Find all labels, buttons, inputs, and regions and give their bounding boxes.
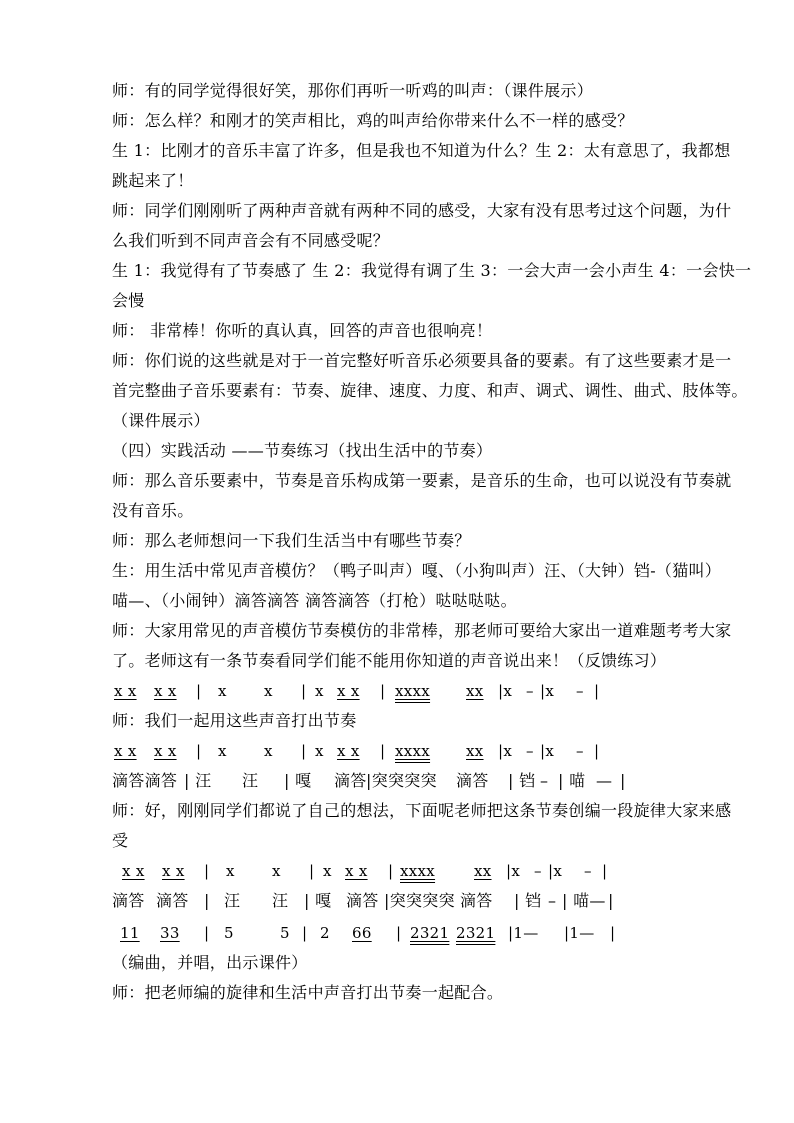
- sound-syllable: 汪: [272, 891, 289, 910]
- paragraph-line: 喵—、（小闹钟）滴答滴答 滴答滴答（打枪）哒哒哒哒。: [112, 591, 517, 610]
- paragraph-line: 了。老师这有一条节奏看同学们能不能用你知道的声音说出来！（反馈练习）: [112, 651, 667, 670]
- sound-syllable: | 汪: [184, 771, 212, 790]
- rhythm-note: x x: [114, 682, 137, 700]
- paragraph-line: 师：把老师编的旋律和生活中声音打出节奏一起配合。: [112, 983, 504, 1002]
- paragraph-line: 师：怎么样？和刚才的笑声相比，鸡的叫声给你带来什么不一样的感受？: [112, 111, 634, 130]
- bar-line: |: [204, 891, 210, 910]
- bar-line: |: [396, 924, 402, 942]
- rhythm-note: |x: [498, 742, 513, 760]
- paragraph-line: 首完整曲子音乐要素有：节奏、旋律、速度、力度、和声、调式、调性、曲式、肢体等。: [112, 381, 748, 400]
- rhythm-note: x: [323, 862, 332, 880]
- rhythm-note: x: [272, 862, 281, 880]
- bar-line: |: [608, 891, 614, 910]
- paragraph-line: 么我们听到不同声音会有不同感受呢？: [112, 231, 390, 250]
- paragraph-line: （四）实践活动 ——节奏练习（找出生活中的节奏）: [112, 441, 493, 460]
- bar-line: |: [380, 742, 386, 760]
- paragraph-line: 师：你们说的这些就是对于一首完整好听音乐必须要具备的要素。有了这些要素才是一: [112, 351, 732, 370]
- rhythm-note: x x: [114, 742, 137, 760]
- paragraph-line: 生：用生活中常见声音模仿？（鸭子叫声）嘎、（小狗叫声）汪、（大钟）铛-（猫叫）: [112, 561, 722, 580]
- bar-line: |: [594, 742, 600, 760]
- melody-note: |1—: [564, 924, 595, 942]
- sound-syllable: | 嘎: [284, 771, 312, 790]
- rhythm-note: x x: [337, 682, 360, 700]
- rhythm-note: xx: [466, 682, 484, 700]
- sound-syllable: 汪: [224, 891, 241, 910]
- paragraph-line: 受: [112, 831, 129, 850]
- rhythm-note: x x: [154, 682, 177, 700]
- paragraph-line: 生 1：我觉得有了节奏感了 生 2：我觉得有调了生 3：一会大声一会小声生 4：一会快一: [112, 261, 752, 280]
- rhythm-note: x: [264, 742, 273, 760]
- sound-syllable: | 铛: [514, 891, 542, 910]
- rhythm-note: x: [315, 682, 324, 700]
- bar-line: |: [196, 742, 202, 760]
- bar-line: |: [620, 771, 626, 790]
- melody-note: 5: [280, 924, 290, 942]
- melody-note: 2321: [410, 924, 450, 942]
- melody-note: 5: [224, 924, 234, 942]
- sound-syllable: 滴答滴答: [112, 771, 178, 790]
- sound-syllable: 滴答: [346, 891, 379, 910]
- bar-line: |: [309, 862, 315, 880]
- rhythm-note: |x: [540, 742, 555, 760]
- rest-dash: –: [526, 682, 534, 700]
- bar-line: |: [610, 924, 616, 942]
- rhythm-note: x x: [154, 742, 177, 760]
- melody-note: 11: [120, 924, 140, 942]
- sound-syllable: 滴答: [156, 891, 189, 910]
- sound-syllable: 滴答: [112, 891, 145, 910]
- bar-line: |: [594, 682, 600, 700]
- sound-syllable: | 铛: [508, 771, 536, 790]
- rhythm-note: x x: [337, 742, 360, 760]
- paragraph-line: （编曲，并唱，出示课件）: [112, 953, 308, 972]
- bar-line: |: [301, 742, 307, 760]
- rest-dash: –: [526, 742, 534, 760]
- sound-notation: [112, 886, 724, 916]
- bar-line: |: [196, 682, 202, 700]
- paragraph-line: 师：那么老师想问一下我们生活当中有哪些节奏？: [112, 531, 471, 550]
- rest-dash: –: [548, 891, 557, 910]
- sound-syllable: | 喵: [558, 771, 586, 790]
- rhythm-note: x x: [122, 862, 145, 880]
- rhythm-note: |x: [548, 862, 563, 880]
- bar-line: |: [380, 682, 386, 700]
- rhythm-note: xxxx: [400, 862, 436, 880]
- paragraph-line: 跳起来了！: [112, 171, 194, 190]
- rest-dash: –: [576, 682, 584, 700]
- rhythm-note: xx: [466, 742, 484, 760]
- paragraph-line: 没有音乐。: [112, 501, 194, 520]
- rhythm-note: x: [226, 862, 235, 880]
- paragraph-line: 师：我们一起用这些声音打出节奏: [112, 711, 357, 730]
- sound-syllable: 滴答: [460, 891, 493, 910]
- rest-dash: –: [540, 771, 549, 790]
- rhythm-note: x: [315, 742, 324, 760]
- bar-line: |: [301, 682, 307, 700]
- sound-syllable: |突突突突: [384, 891, 455, 910]
- rhythm-note: x x: [345, 862, 368, 880]
- rhythm-note: x x: [162, 862, 185, 880]
- melody-note: 2: [320, 924, 330, 942]
- sound-syllable: 汪: [242, 771, 259, 790]
- melody-note: 2321: [456, 924, 496, 942]
- rhythm-note: xxxx: [395, 682, 431, 700]
- rhythm-note: |x: [498, 682, 513, 700]
- number-notation: [112, 918, 724, 948]
- bar-line: |: [602, 862, 608, 880]
- rhythm-note: x: [264, 682, 273, 700]
- bar-line: |: [204, 924, 210, 942]
- bar-line: |: [302, 924, 308, 942]
- paragraph-line: 师：同学们刚刚听了两种声音就有两种不同的感受，大家有没有思考过这个问题，为什: [112, 201, 732, 220]
- paragraph-line: 师：好，刚刚同学们都说了自己的想法，下面呢老师把这条节奏创编一段旋律大家来感: [112, 801, 732, 820]
- bar-line: |: [388, 862, 394, 880]
- paragraph-line: 会慢: [112, 291, 145, 310]
- rhythm-note: |x: [506, 862, 521, 880]
- document-body: [112, 76, 752, 1008]
- rhythm-note: |x: [540, 682, 555, 700]
- paragraph-line: 师：那么音乐要素中，节奏是音乐构成第一要素，是音乐的生命，也可以说没有节奏就: [112, 471, 732, 490]
- rest-dash: –: [534, 862, 542, 880]
- sound-syllable: | 喵—: [562, 891, 606, 910]
- sound-syllable: 滴答: [334, 771, 367, 790]
- melody-note: 66: [352, 924, 372, 942]
- rest-dash: —: [596, 771, 613, 790]
- paragraph-line: 师：大家用常见的声音模仿节奏模仿的非常棒，那老师可要给大家出一道难题考考大家: [112, 621, 732, 640]
- sound-notation: [112, 766, 724, 796]
- rest-dash: –: [584, 862, 592, 880]
- rhythm-notation: [112, 676, 724, 706]
- sound-syllable: 滴答: [456, 771, 489, 790]
- rhythm-note: x: [218, 682, 227, 700]
- sound-syllable: | 嘎: [304, 891, 332, 910]
- rhythm-notation: [112, 856, 724, 886]
- rest-dash: –: [576, 742, 584, 760]
- paragraph-line: 师： 非常棒！你听的真认真，回答的声音也很响亮！: [112, 321, 493, 340]
- paragraph-line: 师：有的同学觉得很好笑，那你们再听一听鸡的叫声：（课件展示）: [112, 81, 594, 100]
- rhythm-notation: [112, 736, 724, 766]
- paragraph-line: 生 1：比刚才的音乐丰富了许多，但是我也不知道为什么？生 2：太有意思了，我都想: [112, 141, 731, 160]
- sound-syllable: |突突突突: [366, 771, 437, 790]
- melody-note: |1—: [508, 924, 539, 942]
- melody-note: 33: [160, 924, 180, 942]
- rhythm-note: xx: [474, 862, 492, 880]
- rhythm-note: x: [218, 742, 227, 760]
- paragraph-line: （课件展示）: [112, 411, 210, 430]
- bar-line: |: [204, 862, 210, 880]
- rhythm-note: xxxx: [395, 742, 431, 760]
